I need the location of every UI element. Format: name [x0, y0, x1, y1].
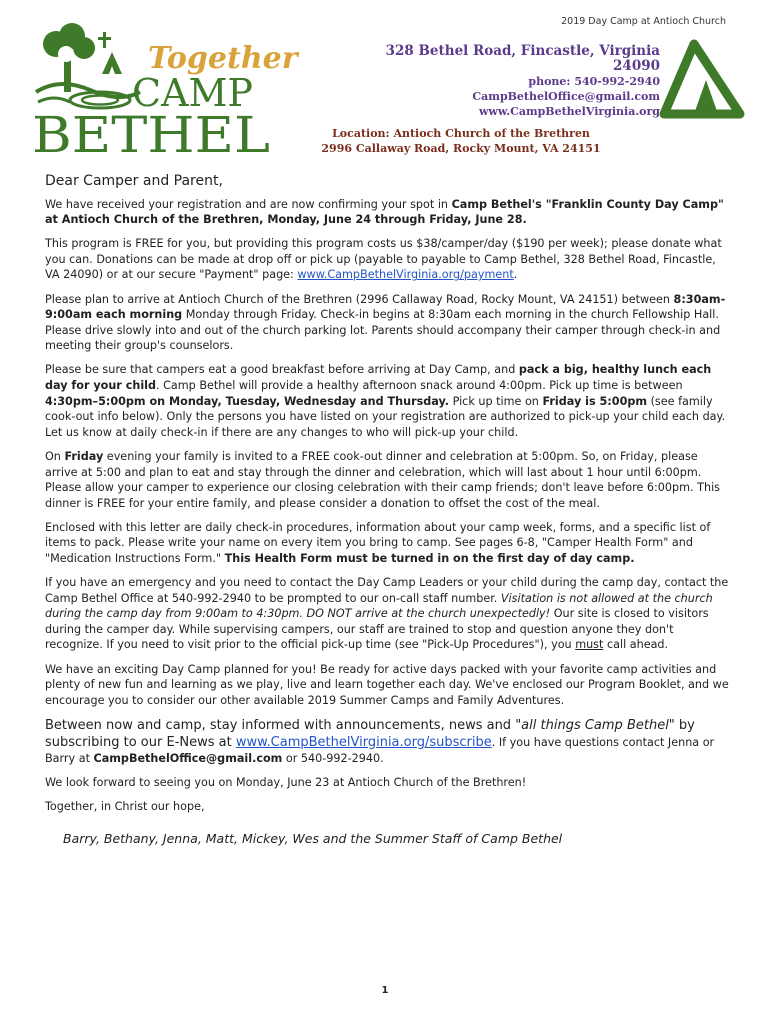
text: Pick up time on — [449, 394, 543, 408]
logo-camp-text: CAMP — [132, 71, 253, 115]
paragraph-exciting: We have an exciting Day Camp planned for you! Be ready for active days packed with your favorite camp activities and plenty of new fun and learning as we play, live and learn together each day. We've enclosed our Program Booklet, and we encourage you to consider our other available 2019 Summer Camps and Family Adventures. — [45, 662, 729, 707]
text: Enclosed with this letter are daily check-in procedures, information about your camp week, forms, and a specific list of items to pack. Please write your name on every item you bring to camp. See pages 6-8, "Camper Health Form" and "Medication Instructions Form." — [45, 520, 711, 565]
greeting: Dear Camper and Parent, — [45, 173, 223, 189]
text: (see family cook-out info below). Only the persons you have listed on your registration are authorized to pick-up your child each day. Let us know at daily check-in if there are any changes to who will pick-up your child. — [45, 394, 726, 439]
paragraph-donation — [45, 236, 730, 283]
text-bold: This Health Form must be turned in on the first day of day camp. — [224, 551, 635, 565]
text: . Camp Bethel will provide a healthy afternoon snack around 4:00pm. Pick up time is between — [156, 379, 683, 393]
paragraph-emergency — [45, 575, 730, 653]
text: . If you have questions contact Jenna or Barry at — [45, 735, 715, 765]
paragraph-arrival — [45, 292, 730, 354]
tent-icon — [660, 40, 744, 116]
text: If you have an emergency and you need to contact the Day Camp Leaders or your child during the camp day, contact the Camp Bethel Office at 540-992-2940 to be prompted to our on-call staff number. — [45, 576, 729, 605]
location-block — [286, 126, 636, 156]
text: On — [45, 449, 65, 463]
contact-address: 328 Bethel Road, Fincastle, Virginia 24090 — [385, 43, 660, 74]
paragraph-friday-cookout — [45, 449, 730, 511]
text-bold: Friday — [64, 449, 104, 463]
text: Please plan to arrive at Antioch Church of the Brethren (2996 Callaway Road, Rocky Mount, VA 24151) between — [45, 292, 674, 306]
paragraph-lunch-pickup — [45, 362, 730, 440]
contact-phone: phone: 540-992-2940 — [528, 75, 660, 88]
subscribe-link[interactable]: www.CampBethelVirginia.org/subscribe — [235, 734, 492, 750]
contact-web[interactable]: www.CampBethelVirginia.org — [478, 105, 660, 118]
payment-link[interactable]: www.CampBethelVirginia.org/payment — [297, 268, 514, 282]
letter-body — [45, 174, 730, 846]
text: call ahead. — [603, 638, 669, 652]
text-large-italic: "all things Camp Bethel" — [515, 717, 675, 733]
contact-block — [340, 44, 660, 119]
paragraph-registration — [45, 197, 730, 228]
text-bold: 8:30am-9:00am each morning — [45, 292, 726, 322]
text: Our site is closed to visitors during the camper day. While supervising campers, our staff are trained to stop and question anyone they don't recognize. If you need to visit prior to the official pick-up time (see "Pick-Up Procedures"), you — [45, 607, 709, 652]
text-bold: Camp Bethel's "Franklin County Day Camp" at Antioch Church of the Brethren, Monday, June 24 through Friday, June 28. — [45, 197, 724, 227]
text: or 540-992-2940. — [282, 751, 384, 765]
location-line1: Location: Antioch Church of the Brethren — [332, 127, 590, 140]
paragraph-enclosed — [45, 520, 730, 567]
paragraph-enews — [45, 717, 730, 767]
text-bold: pack a big, healthy lunch each day for your child — [45, 363, 712, 393]
text-large: Between now and camp, stay informed with announcements, news and — [45, 717, 516, 733]
text: Monday through Friday. Check-in begins at 8:30am each morning in the church Fellowship Hall. Please drive slowly into and out of the church parking lot. Parents should accompany their camper through check-in and meeting their group's counselors. — [45, 308, 721, 353]
text-italic: Visitation is not allowed at the church during the camp day from 9:00am to 4:30pm. DO NOT arrive at the church unexpectedly! — [45, 591, 713, 621]
logo-bethel-text: BETHEL — [32, 106, 270, 164]
text-large: by subscribing to our E-News at — [45, 717, 695, 750]
text: We have received your registration and are now confirming your spot in — [45, 197, 452, 211]
paragraph-look-forward: We look forward to seeing you on Monday, June 23 at Antioch Church of the Brethren! — [45, 775, 527, 789]
signature: Barry, Bethany, Jenna, Matt, Mickey, Wes and the Summer Staff of Camp Bethel — [63, 830, 563, 846]
logo-together-text: Together — [148, 41, 298, 76]
location-line2: 2996 Callaway Road, Rocky Mount, VA 24151 — [321, 142, 601, 155]
contact-email[interactable]: CampBethelOffice@gmail.com — [472, 90, 660, 103]
camp-bethel-logo-graphic — [30, 22, 298, 164]
text: . — [513, 268, 518, 282]
text: evening your family is invited to a FREE cook-out dinner and celebration at 5:00pm. So, on Friday, please arrive at 5:00 and plan to eat and stay through the dinner and celebration, which will last about 1 hour until 6:00pm. Please allow your camper to experience our closing celebration with their camp friends; don't leave before 6:00pm. This dinner is FREE for your entire family, and please consider a donation to offset the cost of the meal. — [45, 449, 721, 510]
paragraph-closing: Together, in Christ our hope, — [45, 800, 205, 813]
text-bold: 4:30pm–5:00pm on Monday, Tuesday, Wednesday and Thursday. — [45, 394, 450, 408]
page-number: 1 — [381, 985, 389, 996]
header-note: 2019 Day Camp at Antioch Church — [561, 16, 726, 27]
text-underline: must — [575, 638, 604, 652]
camp-bethel-logo — [30, 22, 298, 164]
email-bold: CampBethelOffice@gmail.com — [93, 751, 283, 765]
text-bold: Friday is 5:00pm — [542, 394, 648, 408]
text: This program is FREE for you, but providing this program costs us $38/camper/day ($190 per week); please donate what you can. Donations can be made at drop off or pick up (payable to payable to Camp Bethel, 328 Bethel Road, Fincastle, VA 24090) or at our secure "Payment" page: — [45, 237, 722, 282]
text: Please be sure that campers eat a good breakfast before arriving at Day Camp, and — [45, 363, 519, 377]
